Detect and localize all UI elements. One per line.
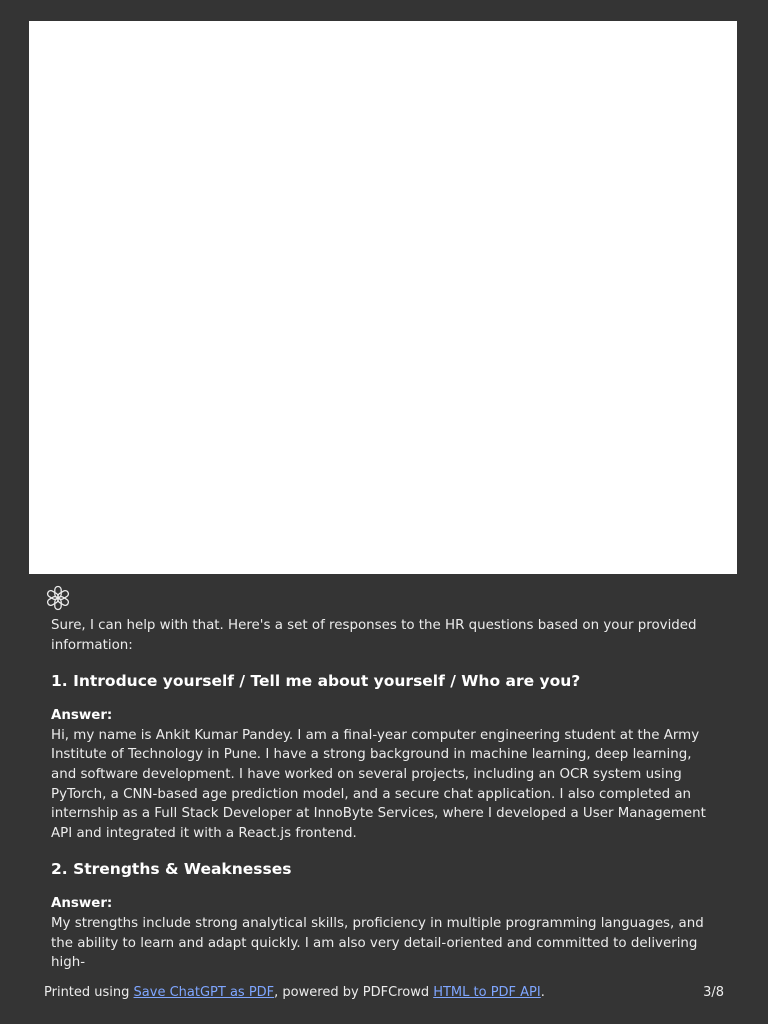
html-to-pdf-api-link[interactable]: HTML to PDF API bbox=[433, 985, 541, 1000]
message-intro: Sure, I can help with that. Here's a set of responses to the HR questions based on your provided information: bbox=[51, 618, 697, 653]
answer-label: Answer: bbox=[51, 708, 113, 724]
user-uploaded-image bbox=[29, 21, 737, 574]
answer-label: Answer: bbox=[51, 896, 113, 912]
footer-middle: , powered by PDFCrowd bbox=[274, 985, 434, 1000]
answer-text: Hi, my name is Ankit Kumar Pandey. I am a final-year computer engineering student at the Army Institute of Technology in Pune. I have a strong background in machine learning, deep learning, and software development. I have worked on several projects, including an OCR system using PyTorch, a CNN-based age prediction model, and a secure chat application. I also completed an internship as a Full Stack Developer at InnoByte Services, where I developed a User Management API and integrated it with a React.js frontend. bbox=[51, 727, 706, 841]
openai-logo-icon bbox=[44, 584, 72, 612]
section-heading-strengths: 2. Strengths & Weaknesses bbox=[51, 860, 292, 879]
answer-text: My strengths include strong analytical skills, proficiency in multiple programming languages, and the ability to learn and adapt quickly. I am also very detail-oriented and committed to delivering high- bbox=[51, 915, 704, 971]
assistant-message bbox=[51, 616, 717, 973]
print-footer bbox=[44, 983, 724, 1003]
footer-suffix: . bbox=[540, 985, 545, 1000]
save-chatgpt-pdf-link[interactable]: Save ChatGPT as PDF bbox=[133, 985, 275, 1000]
footer-prefix: Printed using bbox=[44, 985, 134, 1000]
section-heading-introduce: 1. Introduce yourself / Tell me about yourself / Who are you? bbox=[51, 672, 581, 691]
page-number: 3/8 bbox=[703, 985, 724, 1000]
